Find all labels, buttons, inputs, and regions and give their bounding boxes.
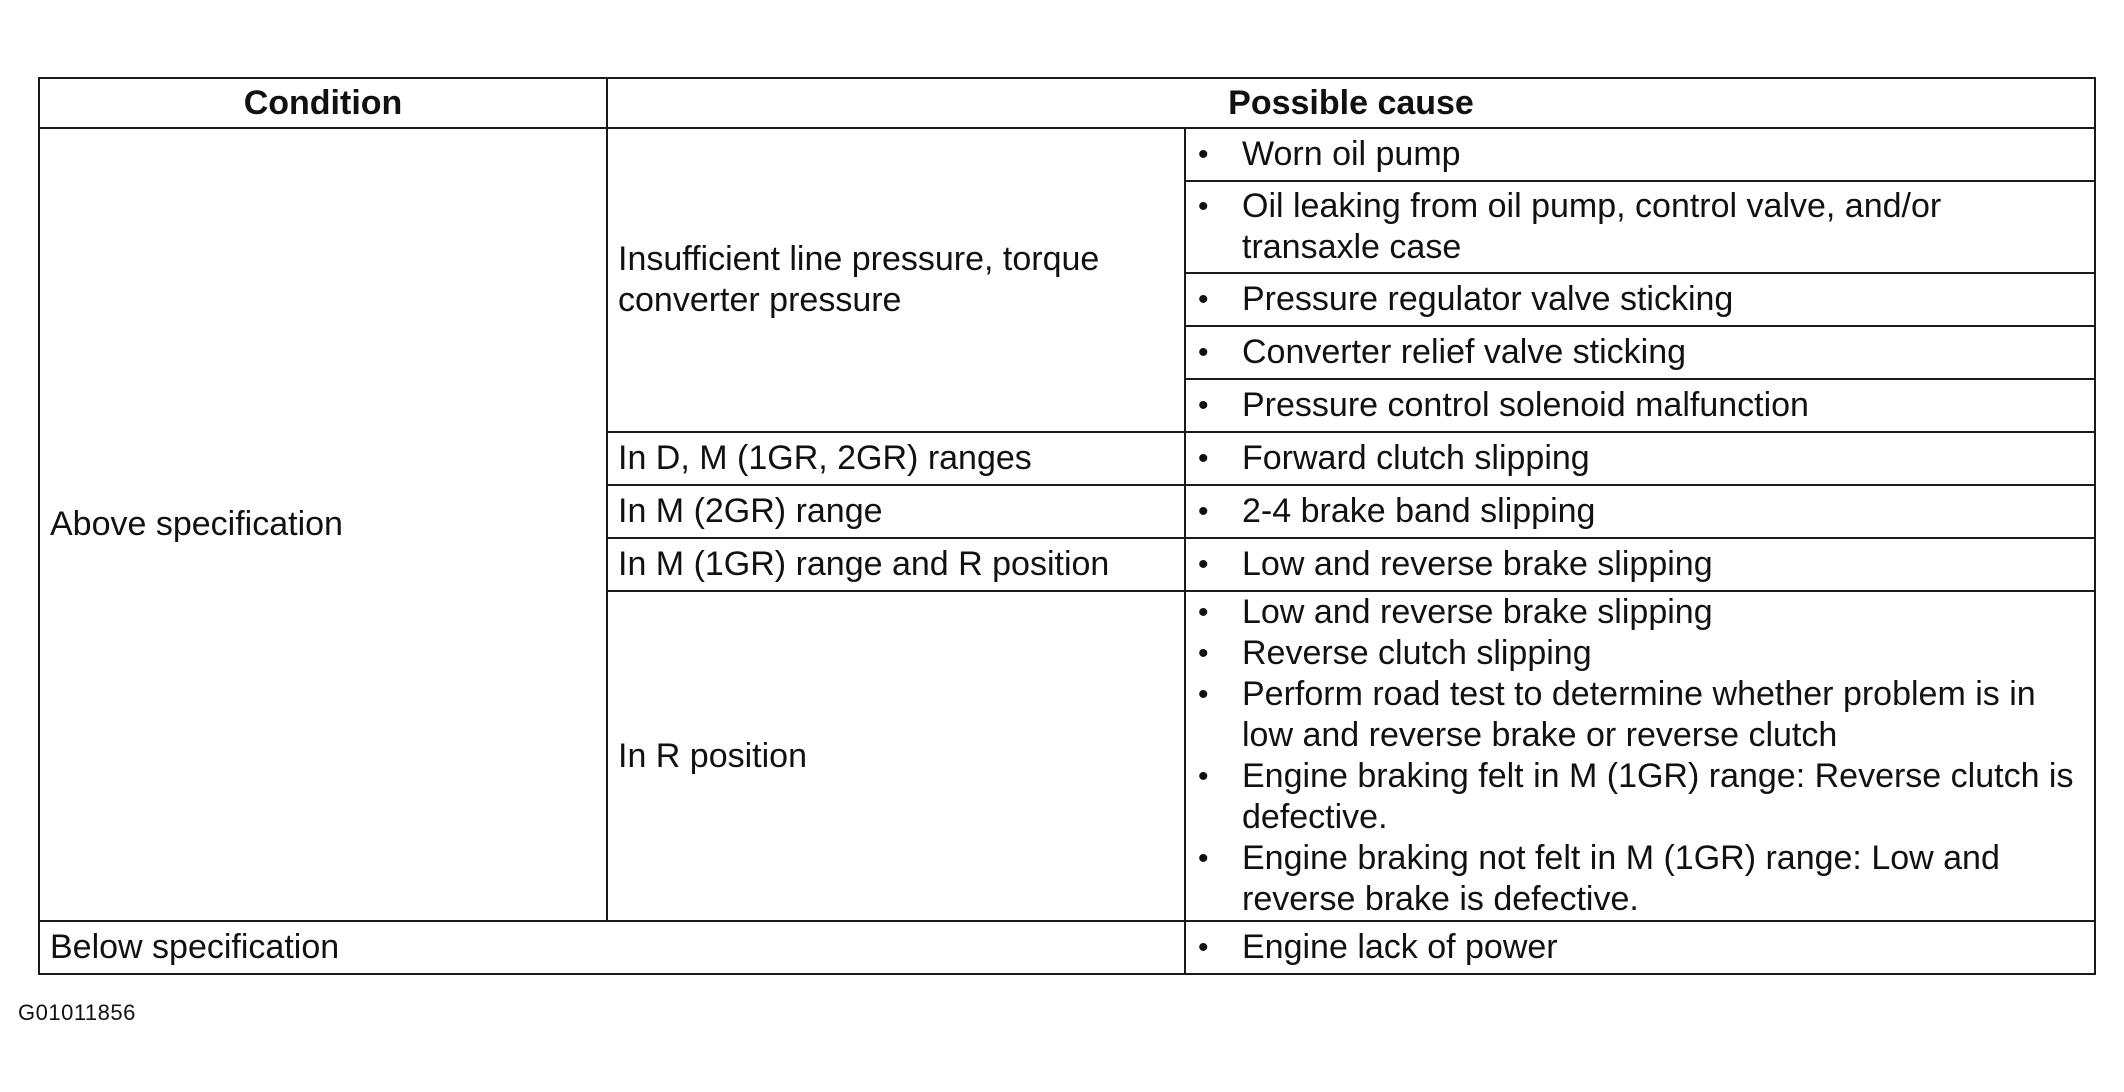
cause-item-text: Engine braking felt in M (1GR) range: Reverse clutch is defective. [1242, 757, 2074, 836]
cause-insufficient-pressure: Insufficient line pressure, torque converter pressure [607, 128, 1185, 432]
cause-item [1185, 326, 2095, 379]
cause-r-position: In R position [607, 591, 1185, 921]
cause-item [1185, 485, 2095, 538]
cause-item-text: 2-4 brake band slipping [1242, 492, 1596, 530]
condition-above-spec: Above specification [39, 128, 607, 921]
cause-item-text: Reverse clutch slipping [1242, 634, 1592, 672]
bullet-icon: • [1198, 495, 1209, 528]
bullet-icon: • [1198, 138, 1209, 171]
cause-item [1185, 128, 2095, 181]
bullet-icon: • [1198, 596, 1209, 629]
cause-item [1185, 432, 2095, 485]
condition-header: Condition [39, 78, 607, 128]
diagnosis-table [38, 77, 2096, 975]
table-row [39, 128, 2095, 181]
cause-m-2gr-range: In M (2GR) range [607, 485, 1185, 538]
figure-id: G01011856 [18, 1000, 136, 1025]
cause-item-text: Engine braking not felt in M (1GR) range: Low and reverse brake is defective. [1242, 839, 2000, 918]
cause-item-text: Low and reverse brake slipping [1242, 593, 1713, 631]
cause-m-1gr-and-r: In M (1GR) range and R position [607, 538, 1185, 591]
bullet-icon: • [1198, 190, 1209, 223]
condition-below-spec: Below specification [39, 921, 1185, 974]
cause-item [1185, 538, 2095, 591]
cause-item [1185, 379, 2095, 432]
bullet-icon: • [1198, 548, 1209, 581]
cause-d-m-ranges: In D, M (1GR, 2GR) ranges [607, 432, 1185, 485]
table-header-row [39, 78, 2095, 128]
table-row [39, 921, 2095, 974]
cause-item-text: Perform road test to determine whether problem is in low and reverse brake or reverse clutch [1242, 675, 2036, 754]
bullet-icon: • [1198, 389, 1209, 422]
cause-item-text: Pressure regulator valve sticking [1242, 280, 1734, 318]
cause-item [1185, 273, 2095, 326]
cause-item-text: Forward clutch slipping [1242, 439, 1590, 477]
possible-cause-header: Possible cause [607, 78, 2095, 128]
cause-item [1185, 921, 2095, 974]
bullet-icon: • [1198, 842, 1209, 875]
cause-item-text: Worn oil pump [1242, 135, 1461, 173]
cause-item [1185, 181, 2095, 273]
cause-item-text: Converter relief valve sticking [1242, 333, 1687, 371]
bullet-icon: • [1198, 931, 1209, 964]
cause-item-text: Engine lack of power [1242, 928, 1558, 966]
cause-item-text: Oil leaking from oil pump, control valve, and/or transaxle case [1242, 187, 1942, 266]
bullet-icon: • [1198, 678, 1209, 711]
cause-item-text: Pressure control solenoid malfunction [1242, 386, 1809, 424]
bullet-icon: • [1198, 283, 1209, 316]
cause-item-text: Low and reverse brake slipping [1242, 545, 1713, 583]
bullet-icon: • [1198, 760, 1209, 793]
cause-item-list [1185, 591, 2095, 921]
bullet-icon: • [1198, 442, 1209, 475]
bullet-icon: • [1198, 336, 1209, 369]
bullet-icon: • [1198, 637, 1209, 670]
